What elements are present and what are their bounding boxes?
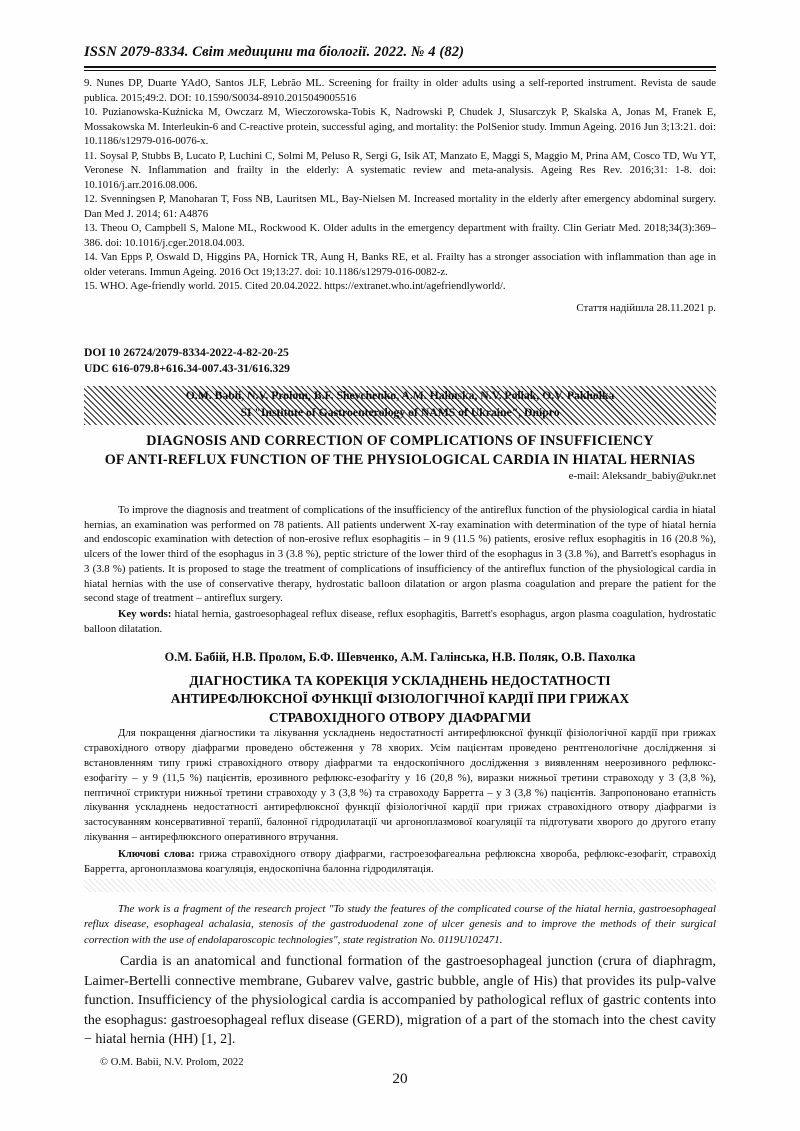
redacted-author-affiliation-band: [84, 386, 716, 425]
research-project-note: [84, 902, 716, 948]
reference-item: 9. Nunes DP, Duarte YAdO, Santos JLF, Lebrão ML. Screening for frailty in older adults using a self-reported instrument. Revista de saude publica. 2015;49:2. DOI: 10.1590/S0034-8910.2015049005516: [84, 77, 716, 104]
ukrainian-authors-line: О.М. Бабій, Н.В. Пролом, Б.Ф. Шевченко, А.М. Галінська, Н.В. Поляк, О.В. Пахолка: [164, 650, 636, 664]
redacted-authors-line: O.M. Babii, N.V. Prolom, B.F. Shevchenko, A.M. Halinska, N.V. Poliak, O.V. Pakholka: [185, 389, 615, 402]
research-project-note-text: The work is a fragment of the research project "To study the features of the complicated course of the hiatal hernia, gastroesophageal reflux disease, esophageal achalasia, stenosis of the gastroduodenal zone of ulcer genesis and to improve the methods of their surgical correction with the use of endolaparoscopic technologies", state registration No. 0119U102471.: [84, 903, 716, 946]
article-body: [84, 952, 716, 1050]
running-head: ISSN 2079-8334. Світ медицини та біології. 2022. № 4 (82): [84, 44, 465, 60]
reference-item: 14. Van Epps P, Oswald D, Higgins PA, Hornick TR, Aung H, Banks RE, et al. Frailty has a stronger association with inflammation than age in older veterans. Immun Ageing. 2016 Oct 19;13:27. doi: 10.1186/s12979-016-0082-z.: [84, 251, 716, 278]
doi-udc-block: [84, 345, 716, 378]
english-article-title: [84, 432, 716, 471]
doi-line: DOI 10 26724/2079-8334-2022-4-82-20-25: [84, 346, 289, 359]
ukrainian-title-line-2: АНТИРЕФЛЮКСНОЇ ФУНКЦІЇ ФІЗІОЛОГІЧНОЇ КАРДІЇ ПРИ ГРИЖАХ: [170, 691, 630, 707]
body-paragraph: Cardia is an anatomical and functional formation of the gastroesophageal junction (crura of diaphragm, Laimer-Bertelli connective membrane, Gubarev valve, gastric bubble, angle of His) that provides its pulp-valve function. Insufficiency of the physiological cardia is accompanied by pathological reflux of gastric contents into the esophagus: gastroesophageal reflux disease (GERD), migration of a part of the stomach into the chest cavity − hiatal hernia (HH) [1, 2].: [84, 954, 716, 1048]
ukrainian-keywords: [84, 847, 716, 877]
english-keywords-label: Key words:: [118, 608, 172, 621]
ukrainian-article-title: [84, 672, 716, 727]
english-abstract-block: [84, 503, 716, 636]
ukrainian-abstract-text: Для покращення діагностики та лікування ускладнень недостатності антирефлюксної функції фізіологічної кардії при грижах стравохідного отвору діафрагми проведено обстеження у 78 хворих. Усім пацієнтам проведено рентгенологічне дослідження зі встановленням типу грижі стравохідного отвору діафрагми та ендоскопічного дослідження з виявленням неерозивного рефлюкс-езофагіту – у 9 (11,5 %) пацієнтів, ерозивного рефлюкс-езофагіту у 16 (20,8 %), виразки нижньої третини стравоходу у 3 (3,8 %), пептичної стриктури нижньої третини стравоходу у 3 (3,8 %) та стравоходу Барретта – у 3 (3,8 %) пацієнтів. Запропоновано етапність лікування ускладнень недостатності антирефлюксної функції фізіологічної кардії при грижах стравохідного отвору діафрагми із застосуванням консервативної терапії, балонної гідродилатації чи аргоноплазмової коагуляції та підготувати хворого до другого етапу лікування – антирефлюксного оперативного втручання.: [84, 727, 716, 844]
scan-artifact-band: [84, 879, 716, 892]
reference-item: 10. Puzianowska-Kuźnicka M, Owczarz M, Wieczorowska-Tobis K, Nadrowski P, Chudek J, Slusarczyk P, Skalska A, Jonas M, Franek E, Mossakowska M. Interleukin-6 and C-reactive protein, successful aging, and mortality: the PolSenior study. Immun Ageing. 2016 Jun 3;13:21. doi: 10.1186/s12979-016-0076-x.: [84, 106, 716, 147]
english-title-line-1: DIAGNOSIS AND CORRECTION OF COMPLICATIONS OF INSUFFICIENCY: [146, 433, 654, 449]
english-title-line-2: OF ANTI-REFLUX FUNCTION OF THE PHYSIOLOGICAL CARDIA IN HIATAL HERNIAS: [104, 452, 696, 469]
reference-item: 13. Theou O, Campbell S, Malone ML, Rockwood K. Older adults in the emergency department with frailty. Clin Geriatr Med. 2018;34(3):369–386. doi: 10.1016/j.cger.2018.04.003.: [84, 222, 716, 249]
ukrainian-title-line-1: ДІАГНОСТИКА ТА КОРЕКЦІЯ УСКЛАДНЕНЬ НЕДОСТАТНОСТІ: [189, 673, 611, 688]
english-abstract-text: To improve the diagnosis and treatment of complications of the insufficiency of the antireflux function of the physiological cardia in hiatal hernias, an examination was performed on 78 patients. All patients underwent X-ray examination with determination of the type of hiatal hernia and endoscopic examination with detection of non-erosive reflux esophagitis – in 9 (11.5 %) patients, erosive reflux esophagitis in 16 (20.8 %), ulcers of the lower third of the esophagus in 3 (3.8 %), peptic stricture of the lower third of the esophagus in 3 (3.8 %), and Barrett's esophagus in 3 (3.8 %) patients. It is proposed to stage the treatment of complications of insufficiency of the antireflux function of the physiological cardia in hiatal hernias with the use of conservative therapy, hydrostatic balloon dilatation or argon plasma coagulation and prepare the patient for the second stage of treatment – antireflux surgery.: [84, 504, 716, 605]
reference-item: 11. Soysal P, Stubbs B, Lucato P, Luchini C, Solmi M, Peluso R, Sergi G, Isik AT, Manzato E, Maggi S, Maggio M, Prina AM, Cosco TD, Wu YT, Veronese N. Inflammation and frailty in the elderly: A systematic review and meta-analysis. Ageing Res Rev. 2016;31: 1-8. doi: 10.1016/j.arr.2016.08.006.: [84, 149, 716, 191]
received-date-note: Стаття надійшла 28.11.2021 р.: [576, 302, 716, 314]
reference-item: 12. Svenningsen P, Manoharan T, Foss NB, Lauritsen ML, Bay-Nielsen M. Increased mortality in the elderly after emergency abdominal surgery. Dan Med J. 2014; 61: A4876: [84, 193, 716, 220]
ukrainian-keywords-text: грижа стравохідного отвору діафрагми, гастроезофагеальна рефлюксна хвороба, рефлюкс-езофагіт, стравохід Барретта, аргоноплазмова коагуляція, ендоскопічна балонна гідродилятація.: [84, 848, 717, 875]
ukrainian-keywords-label: Ключові слова:: [118, 848, 195, 860]
english-keywords: [84, 607, 716, 636]
running-head-rule: [84, 66, 716, 71]
reference-item: 15. WHO. Age-friendly world. 2015. Cited 20.04.2022. https://extranet.who.int/agefriendlyworld/.: [84, 280, 506, 292]
contact-email: e-mail: Aleksandr_babiy@ukr.net: [568, 470, 716, 482]
copyright-line: © O.M. Babii, N.V. Prolom, 2022: [100, 1057, 244, 1068]
redacted-affiliation-line: SI "Institute of Gastroenterology of NAMS of Ukraine", Dnipro: [240, 405, 560, 419]
udc-line: UDC 616-079.8+616.34-007.43-31/616.329: [84, 362, 290, 376]
reference-list: [84, 76, 716, 294]
ukrainian-title-line-3: СТРАВОХІДНОГО ОТВОРУ ДІАФРАГМИ: [269, 709, 531, 725]
english-keywords-text: hiatal hernia, gastroesophageal reflux disease, reflux esophagitis, Barrett's esophagus, argon plasma coagulation, hydrostatic balloon dilatation.: [84, 608, 716, 635]
ukrainian-abstract-block: [84, 726, 716, 877]
page-number: 20: [392, 1070, 408, 1087]
